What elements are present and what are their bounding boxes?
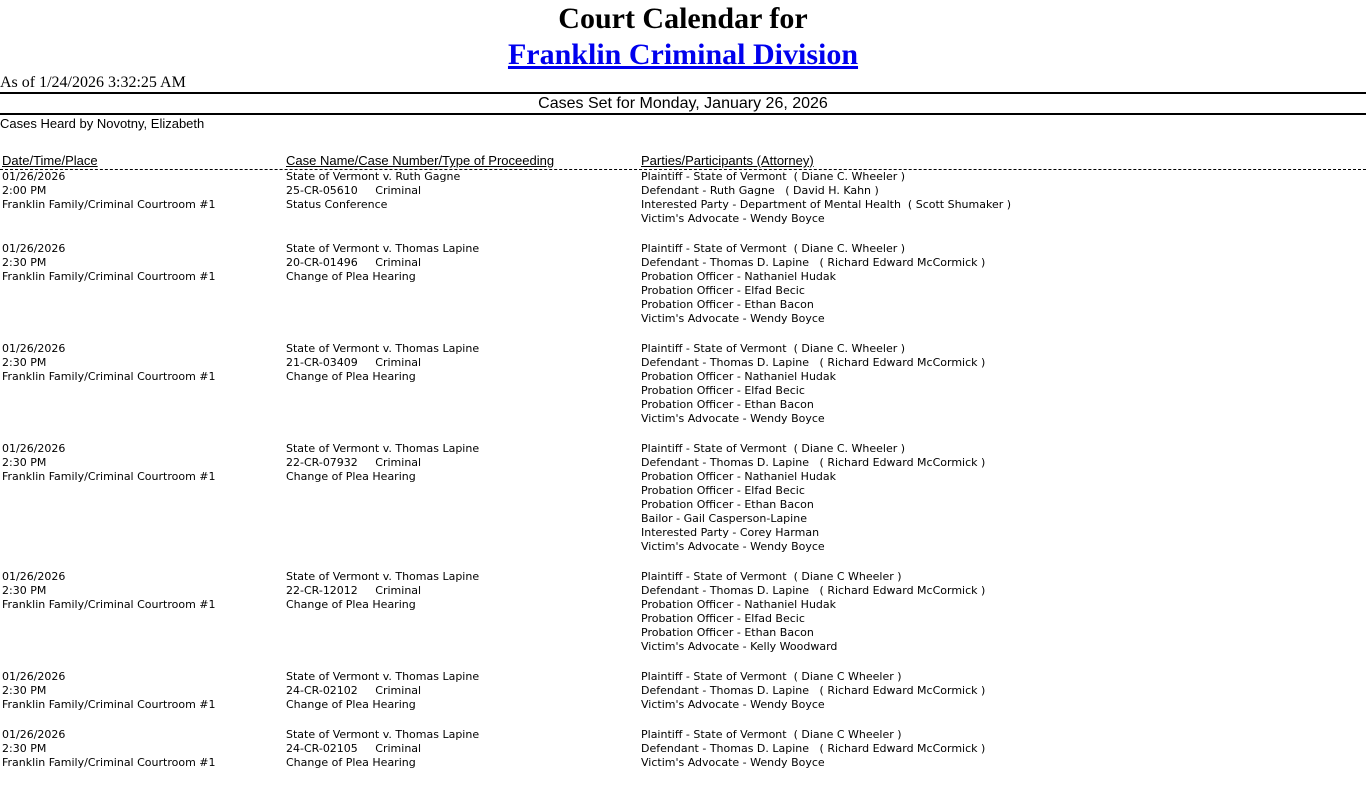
case-number: 24-CR-02102 Criminal (286, 684, 422, 697)
party-entry: Victim's Advocate - Wendy Boyce (641, 412, 825, 425)
party-entry: Probation Officer - Ethan Bacon (641, 298, 814, 311)
party-entry: Probation Officer - Elfad Becic (641, 484, 805, 497)
party-entry: Plaintiff - State of Vermont ( Diane C. Wheeler ) (641, 442, 906, 455)
party-entry: Probation Officer - Ethan Bacon (641, 398, 814, 411)
case-date-time-place (2, 342, 216, 384)
party-entry: Victim's Advocate - Wendy Boyce (641, 212, 825, 225)
party-entry: Victim's Advocate - Kelly Woodward (641, 640, 838, 653)
case-date-time-place (2, 170, 216, 212)
case-time: 2:30 PM (2, 256, 47, 269)
party-entry: Plaintiff - State of Vermont ( Diane C. Wheeler ) (641, 170, 906, 183)
column-header-row (0, 151, 1366, 170)
column-header-parties: Parties/Participants (Attorney) (641, 153, 814, 168)
case-name: State of Vermont v. Thomas Lapine (286, 728, 480, 741)
party-entry: Interested Party - Corey Harman (641, 526, 820, 539)
case-details (286, 728, 479, 770)
case-number: 24-CR-02105 Criminal (286, 742, 422, 755)
as-of-timestamp: As of 1/24/2026 3:32:25 AM (0, 74, 186, 91)
case-time: 2:30 PM (2, 684, 47, 697)
case-date-time-place (2, 670, 216, 712)
case-name: State of Vermont v. Thomas Lapine (286, 342, 480, 355)
case-proceeding: Change of Plea Hearing (286, 598, 416, 611)
party-entry: Defendant - Ruth Gagne ( David H. Kahn ) (641, 184, 879, 197)
party-entry: Probation Officer - Elfad Becic (641, 284, 805, 297)
case-number: 20-CR-01496 Criminal (286, 256, 422, 269)
case-place: Franklin Family/Criminal Courtroom #1 (2, 756, 216, 769)
party-entry: Victim's Advocate - Wendy Boyce (641, 756, 825, 769)
case-entry (0, 570, 1366, 670)
party-entry: Probation Officer - Ethan Bacon (641, 498, 814, 511)
case-time: 2:30 PM (2, 584, 47, 597)
column-header-date-time-place: Date/Time/Place (2, 153, 98, 168)
case-place: Franklin Family/Criminal Courtroom #1 (2, 370, 216, 383)
case-entry (0, 728, 1366, 786)
case-number: 22-CR-07932 Criminal (286, 456, 422, 469)
case-entry (0, 670, 1366, 728)
case-parties (641, 670, 985, 712)
case-entry (0, 242, 1366, 342)
case-time: 2:00 PM (2, 184, 47, 197)
party-entry: Bailor - Gail Casperson-Lapine (641, 512, 807, 525)
case-proceeding: Change of Plea Hearing (286, 698, 416, 711)
party-entry: Probation Officer - Nathaniel Hudak (641, 598, 837, 611)
case-proceeding: Change of Plea Hearing (286, 370, 416, 383)
page-title: Court Calendar for (558, 2, 808, 35)
case-date: 01/26/2026 (2, 670, 66, 683)
division-link[interactable]: Franklin Criminal Division (507, 38, 859, 71)
case-number: 21-CR-03409 Criminal (286, 356, 422, 369)
case-proceeding: Change of Plea Hearing (286, 270, 416, 283)
party-entry: Plaintiff - State of Vermont ( Diane C Wheeler ) (641, 570, 902, 583)
case-parties (641, 728, 985, 770)
case-place: Franklin Family/Criminal Courtroom #1 (2, 198, 216, 211)
case-parties (641, 242, 985, 326)
case-number: 22-CR-12012 Criminal (286, 584, 422, 597)
case-details (286, 342, 479, 384)
case-name: State of Vermont v. Ruth Gagne (286, 170, 461, 183)
party-entry: Plaintiff - State of Vermont ( Diane C. Wheeler ) (641, 242, 906, 255)
case-date-time-place (2, 442, 216, 484)
party-entry: Probation Officer - Ethan Bacon (641, 626, 814, 639)
party-entry: Probation Officer - Elfad Becic (641, 384, 805, 397)
party-entry: Probation Officer - Nathaniel Hudak (641, 370, 837, 383)
case-entry (0, 342, 1366, 442)
party-entry: Interested Party - Department of Mental Health ( Scott Shumaker ) (641, 198, 1012, 211)
case-details (286, 670, 479, 712)
case-number: 25-CR-05610 Criminal (286, 184, 422, 197)
column-header-case: Case Name/Case Number/Type of Proceeding (286, 153, 555, 168)
case-parties (641, 570, 985, 654)
party-entry: Defendant - Thomas D. Lapine ( Richard Edward McCormick ) (641, 256, 986, 269)
case-name: State of Vermont v. Thomas Lapine (286, 570, 480, 583)
party-entry: Probation Officer - Elfad Becic (641, 612, 805, 625)
party-entry: Defendant - Thomas D. Lapine ( Richard Edward McCormick ) (641, 456, 986, 469)
case-name: State of Vermont v. Thomas Lapine (286, 442, 480, 455)
case-name: State of Vermont v. Thomas Lapine (286, 670, 480, 683)
case-date: 01/26/2026 (2, 728, 66, 741)
cases-set-for-banner: Cases Set for Monday, January 26, 2026 (0, 92, 1366, 115)
party-entry: Defendant - Thomas D. Lapine ( Richard Edward McCormick ) (641, 356, 986, 369)
case-proceeding: Status Conference (286, 198, 388, 211)
case-entry (0, 442, 1366, 570)
case-name: State of Vermont v. Thomas Lapine (286, 242, 480, 255)
party-entry: Plaintiff - State of Vermont ( Diane C. Wheeler ) (641, 342, 906, 355)
party-entry: Victim's Advocate - Wendy Boyce (641, 698, 825, 711)
case-time: 2:30 PM (2, 742, 47, 755)
case-details (286, 242, 479, 284)
party-entry: Defendant - Thomas D. Lapine ( Richard Edward McCormick ) (641, 584, 986, 597)
case-date: 01/26/2026 (2, 570, 66, 583)
case-date: 01/26/2026 (2, 242, 66, 255)
party-entry: Plaintiff - State of Vermont ( Diane C Wheeler ) (641, 670, 902, 683)
party-entry: Plaintiff - State of Vermont ( Diane C Wheeler ) (641, 728, 902, 741)
party-entry: Probation Officer - Nathaniel Hudak (641, 270, 837, 283)
case-parties (641, 342, 985, 426)
case-proceeding: Change of Plea Hearing (286, 756, 416, 769)
case-list (0, 170, 1366, 786)
case-details (286, 570, 479, 612)
case-details (286, 442, 479, 484)
case-proceeding: Change of Plea Hearing (286, 470, 416, 483)
case-entry (0, 170, 1366, 242)
case-date: 01/26/2026 (2, 342, 66, 355)
case-place: Franklin Family/Criminal Courtroom #1 (2, 270, 216, 283)
judge-heading: Cases Heard by Novotny, Elizabeth (0, 116, 205, 131)
case-time: 2:30 PM (2, 456, 47, 469)
case-time: 2:30 PM (2, 356, 47, 369)
case-place: Franklin Family/Criminal Courtroom #1 (2, 470, 216, 483)
party-entry: Defendant - Thomas D. Lapine ( Richard Edward McCormick ) (641, 742, 986, 755)
case-date-time-place (2, 570, 216, 612)
case-date: 01/26/2026 (2, 170, 66, 183)
case-date-time-place (2, 728, 216, 770)
party-entry: Victim's Advocate - Wendy Boyce (641, 540, 825, 553)
party-entry: Victim's Advocate - Wendy Boyce (641, 312, 825, 325)
party-entry: Defendant - Thomas D. Lapine ( Richard Edward McCormick ) (641, 684, 986, 697)
case-place: Franklin Family/Criminal Courtroom #1 (2, 698, 216, 711)
case-date-time-place (2, 242, 216, 284)
case-place: Franklin Family/Criminal Courtroom #1 (2, 598, 216, 611)
case-details (286, 170, 460, 212)
case-date: 01/26/2026 (2, 442, 66, 455)
division-heading (0, 36, 1366, 74)
case-parties (641, 442, 985, 554)
party-entry: Probation Officer - Nathaniel Hudak (641, 470, 837, 483)
case-parties (641, 170, 1011, 226)
